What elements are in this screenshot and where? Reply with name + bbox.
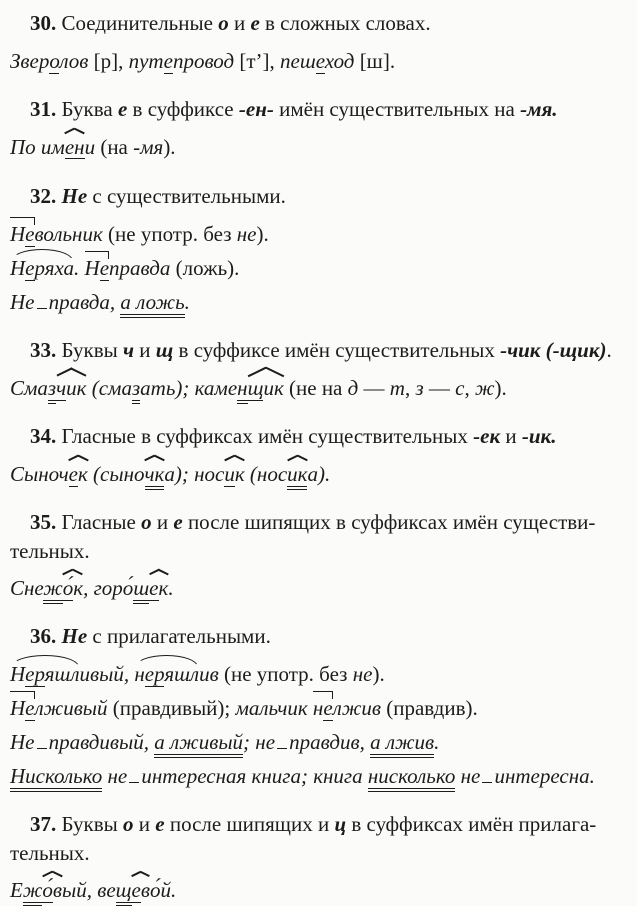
example-line — [10, 655, 631, 685]
text-run: правдивый, — [48, 730, 155, 754]
text-run: в — [52, 878, 62, 902]
text-run: Сма — [10, 376, 48, 400]
text-run: (сма — [86, 376, 132, 400]
text-run: вольник — [34, 222, 103, 246]
emphasized-text: е — [250, 11, 260, 35]
emphasized-text: -чик (-щик) — [500, 338, 607, 362]
example-line — [10, 871, 631, 901]
double-underlined-text: а ложь — [120, 290, 184, 318]
text-run: н — [312, 696, 324, 720]
word-tie-mark — [129, 772, 139, 784]
text-run: в сложных словах. — [259, 11, 431, 35]
text-run: тельных. — [10, 841, 90, 865]
underlined-text: щ — [247, 376, 264, 400]
example-line — [10, 689, 631, 719]
text-run: яшл — [44, 662, 80, 686]
emphasized-text: -ен- — [238, 97, 274, 121]
text-run: Гласные — [56, 510, 142, 534]
prefix-marked-text — [85, 257, 110, 279]
rule-section — [10, 94, 631, 159]
underlined-text: е — [25, 256, 35, 280]
text-run: правда — [109, 256, 171, 280]
underlined-text: о́ — [62, 576, 74, 600]
emphasized-text: ч — [123, 338, 135, 362]
text-run: Буквы — [56, 338, 124, 362]
text-run: лов — [59, 49, 89, 73]
text-run: в суффиксах имён прилага- — [346, 812, 597, 836]
double-underlined-text: ж — [43, 576, 63, 604]
suffix-marked-text — [145, 463, 165, 485]
example-line — [10, 283, 631, 313]
suffix-marked-text — [248, 377, 284, 399]
prefix-marked-text — [10, 223, 35, 245]
example-line — [10, 128, 631, 159]
underlined-text: ер — [25, 662, 45, 686]
text-run: (на — [95, 135, 134, 159]
text-run: каме — [194, 376, 238, 400]
text-run: в суффиксе — [127, 97, 239, 121]
double-underlined-text: ж — [23, 878, 43, 906]
underlined-text: е — [131, 878, 141, 902]
underlined-text: е — [163, 49, 173, 73]
example-line — [10, 723, 631, 753]
emphasized-text: Не — [61, 184, 88, 208]
text-run: имён существительных на — [273, 97, 521, 121]
text-run: интересная книга; книга — [141, 764, 368, 788]
emphasized-text: о — [123, 812, 134, 836]
text-run: ; — [243, 730, 256, 754]
underlined-text: о — [49, 49, 60, 73]
text-run: . — [74, 256, 80, 280]
word-tie-mark — [277, 738, 287, 750]
text-run: Звер — [10, 49, 50, 73]
double-underlined-text: з — [132, 376, 140, 404]
double-underlined-text: Нисколько — [10, 764, 102, 792]
suffix-marked-text — [69, 463, 88, 485]
rule-section — [10, 335, 631, 399]
double-underlined-text: щ — [116, 878, 132, 906]
underlined-text: е — [99, 256, 110, 280]
word-tie-mark — [482, 772, 492, 784]
text-run: ). — [494, 376, 507, 400]
text-run: яшл — [164, 662, 200, 686]
example-line — [10, 249, 631, 279]
text-run: правдив, — [289, 730, 371, 754]
text-run: а); — [164, 462, 195, 486]
text-run: [ш]. — [354, 49, 396, 73]
text-run: мальчик — [235, 696, 313, 720]
text-run: Сыноч — [10, 462, 69, 486]
text-run: Сне — [10, 576, 44, 600]
text-run: ик — [66, 376, 87, 400]
text-run: ый, — [62, 878, 98, 902]
text-run: лжив — [332, 696, 381, 720]
emphasized-text: е — [173, 510, 183, 534]
underlined-text: е — [25, 222, 35, 246]
underlined-text: и — [224, 462, 235, 486]
emphasized-text: о — [218, 11, 229, 35]
rule-heading — [10, 621, 631, 651]
emphasized-text: е — [117, 97, 128, 121]
suffix-marked-text — [149, 577, 168, 599]
double-underlined-text: нисколько — [368, 764, 455, 792]
text-run: -мя — [133, 135, 164, 159]
suffix-marked-text — [287, 463, 307, 485]
text-run: (ложь). — [170, 256, 240, 280]
suffix-marked-text — [224, 463, 244, 485]
text-run: ивый, — [79, 662, 135, 686]
underlined-text: о́ — [42, 878, 53, 902]
text-run: . — [168, 576, 174, 600]
rule-heading — [10, 181, 631, 211]
root-marked-text — [134, 663, 199, 685]
text-run: ход — [324, 49, 355, 73]
text-run: горо́ — [93, 576, 134, 600]
text-run: Н — [10, 662, 26, 686]
text-run: правда, — [48, 290, 121, 314]
text-run: в — [140, 878, 150, 902]
text-run: (сыно — [87, 462, 145, 486]
rules-list — [10, 8, 631, 901]
emphasized-text: щ — [155, 338, 174, 362]
text-run: Н — [10, 222, 26, 246]
root-marked-text — [10, 257, 74, 279]
text-run: ряха — [34, 256, 75, 280]
text-run: ик — [263, 376, 284, 400]
text-run: и — [500, 424, 522, 448]
text-run: о́й. — [149, 878, 177, 902]
text-run: . — [184, 290, 190, 314]
emphasized-text: 34. — [30, 424, 57, 448]
text-run: Соединительные — [56, 11, 219, 35]
text-run: не — [107, 764, 128, 788]
rule-section — [10, 809, 631, 901]
text-run: , — [83, 576, 94, 600]
double-underlined-text: а лживый — [154, 730, 243, 758]
text-run: провод — [172, 49, 235, 73]
underlined-text: ч — [56, 376, 67, 400]
underlined-text: е — [315, 49, 325, 73]
text-run: . — [606, 338, 612, 362]
underlined-text: е — [68, 462, 78, 486]
example-line — [10, 215, 631, 245]
text-run: (не употр. без — [218, 662, 353, 686]
double-underlined-text: ик — [287, 462, 307, 490]
rule-heading — [10, 335, 631, 365]
text-run: к — [73, 576, 84, 600]
text-run: интересна. — [494, 764, 595, 788]
text-run: , — [464, 376, 475, 400]
text-run: (правдивый); — [107, 696, 236, 720]
text-run: и — [134, 338, 156, 362]
text-run: з — [415, 376, 424, 400]
underlined-text: е — [323, 696, 333, 720]
text-run: с — [455, 376, 465, 400]
text-run: тельных. — [10, 539, 90, 563]
emphasized-text: 37. — [30, 812, 57, 836]
emphasized-text: -мя. — [520, 97, 558, 121]
example-line — [10, 455, 631, 485]
text-run: пут — [128, 49, 164, 73]
text-run: Буква — [56, 97, 118, 121]
underlined-text: е — [149, 576, 159, 600]
text-run: и — [84, 135, 96, 159]
word-tie-mark — [37, 298, 47, 310]
text-run: Е — [10, 878, 23, 902]
double-underlined-text: а лжив — [370, 730, 434, 758]
text-run: а). — [307, 462, 331, 486]
rule-section — [10, 421, 631, 485]
text-run: По им — [10, 135, 65, 159]
rule-heading — [10, 507, 631, 537]
emphasized-text: 33. — [30, 338, 57, 362]
text-run: к — [158, 576, 169, 600]
text-run: (не употр. без — [102, 222, 237, 246]
double-underlined-text: н — [237, 376, 247, 404]
text-run: ). — [163, 135, 176, 159]
suffix-marked-text — [132, 879, 150, 901]
rule-heading — [10, 94, 631, 124]
emphasized-text: е — [155, 812, 165, 836]
double-underlined-text: з — [48, 376, 56, 404]
text-run: (нос — [244, 462, 288, 486]
text-run: Буквы — [56, 812, 124, 836]
text-run: лживый — [34, 696, 108, 720]
rule-heading-continuation — [10, 839, 631, 867]
rule-heading-continuation — [10, 537, 631, 565]
example-line — [10, 569, 631, 599]
text-run: к — [77, 462, 88, 486]
text-run: Не — [10, 730, 35, 754]
underlined-text: е — [25, 696, 35, 720]
rule-heading — [10, 8, 631, 38]
text-run: не — [352, 662, 373, 686]
rule-heading — [10, 809, 631, 839]
text-run: Н — [10, 256, 26, 280]
word-tie-mark — [37, 738, 47, 750]
text-run: с прилагательными. — [87, 624, 271, 648]
prefix-marked-text — [10, 697, 35, 719]
suffix-marked-text: ен — [64, 135, 85, 159]
text-run: [р], — [88, 49, 129, 73]
text-run: с существительными. — [87, 184, 286, 208]
emphasized-text: -ик. — [521, 424, 557, 448]
text-run: н — [134, 662, 145, 686]
emphasized-text: 36. — [30, 624, 57, 648]
text-run: ве — [97, 878, 116, 902]
emphasized-text: Не — [61, 624, 88, 648]
text-run: не — [236, 222, 257, 246]
text-run: и — [133, 812, 156, 836]
text-run: пеш — [280, 49, 316, 73]
rule-section — [10, 507, 631, 599]
text-run: . — [434, 730, 440, 754]
text-run: ). — [256, 222, 269, 246]
text-run: не — [460, 764, 481, 788]
text-run: Гласные в суффиксах имён существительных — [56, 424, 474, 448]
text-run: ). — [372, 662, 385, 686]
text-run: после шипящих и — [164, 812, 335, 836]
example-line — [10, 42, 631, 72]
example-line — [10, 369, 631, 399]
text-run: (не на — [283, 376, 348, 400]
emphasized-text: -ек — [473, 424, 501, 448]
text-run: Не — [10, 290, 35, 314]
rule-section — [10, 181, 631, 313]
text-run: к — [234, 462, 245, 486]
text-run: (правдив). — [380, 696, 478, 720]
text-run: — — [423, 376, 456, 400]
text-run: после шипящих в суффиксах имён существи- — [182, 510, 596, 534]
example-line — [10, 757, 631, 787]
text-run: и — [228, 11, 251, 35]
text-run: ж — [474, 376, 495, 400]
text-run: в суффиксе имён существительных — [173, 338, 501, 362]
emphasized-text: 31. — [30, 97, 57, 121]
emphasized-text: о — [141, 510, 152, 534]
text-run: нос — [194, 462, 225, 486]
text-run: т — [389, 376, 405, 400]
text-run: ив — [199, 662, 219, 686]
double-underlined-text: чк — [145, 462, 165, 490]
text-run: Н — [84, 256, 100, 280]
rule-section — [10, 8, 631, 72]
rule-heading — [10, 421, 631, 451]
prefix-marked-text — [313, 697, 333, 719]
text-run: Н — [10, 696, 26, 720]
emphasized-text: ц — [334, 812, 347, 836]
suffix-marked-text — [63, 577, 83, 599]
text-run: [т’], — [234, 49, 281, 73]
root-marked-text — [10, 663, 80, 685]
text-run: — — [358, 376, 390, 400]
emphasized-text: 30. — [30, 11, 57, 35]
text-run: , — [404, 376, 416, 400]
text-run: и — [151, 510, 174, 534]
emphasized-text: 35. — [30, 510, 57, 534]
text-run: ать); — [140, 376, 195, 400]
double-underlined-text: ш — [133, 576, 149, 604]
emphasized-text: 32. — [30, 184, 57, 208]
underlined-text: ер — [144, 662, 165, 686]
rule-section — [10, 621, 631, 787]
text-run: не — [255, 730, 276, 754]
suffix-marked-text — [42, 879, 62, 901]
text-run: д — [347, 376, 359, 400]
suffix-marked-text — [56, 377, 86, 399]
